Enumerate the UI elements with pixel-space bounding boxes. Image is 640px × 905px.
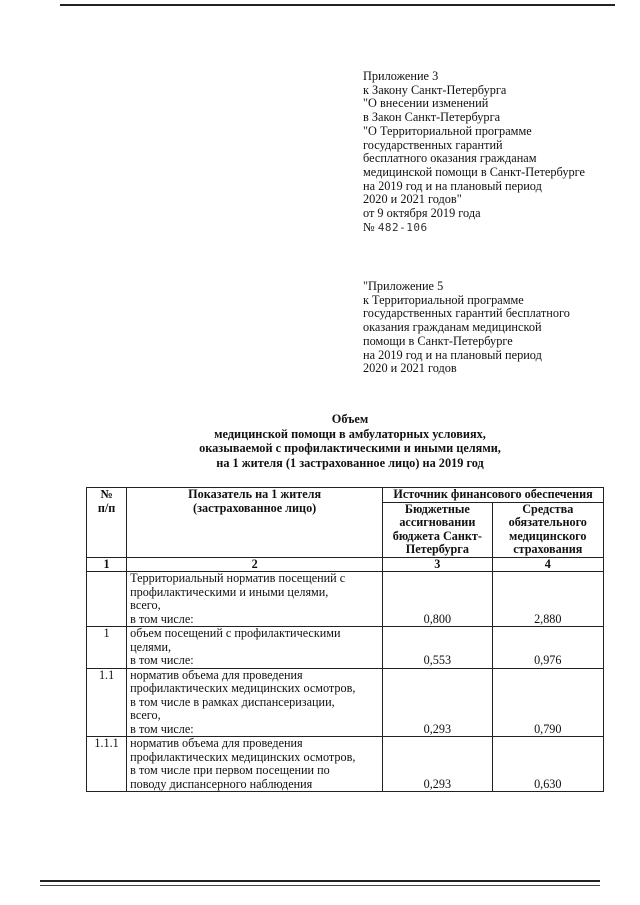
annex3-line: государственных гарантий: [363, 137, 503, 152]
row-oms-value: 2,880: [492, 572, 603, 627]
row-label: объем посещений с профилактическими целями, в том числе:: [127, 627, 383, 669]
col-index-1: 1: [87, 557, 127, 572]
annex5-block: [363, 280, 570, 376]
header-num: № п/п: [87, 488, 127, 558]
annex3-line: на 2019 год и на плановый период: [363, 178, 542, 193]
annex3-line: к Закону Санкт-Петербурга: [363, 82, 507, 97]
row-num: 1.1.1: [87, 737, 127, 792]
title-line: на 1 жителя (1 застрахованное лицо) на 2019 год: [216, 455, 484, 470]
annex5-line: 2020 и 2021 годов: [363, 361, 457, 376]
col-index-2: 2: [127, 557, 383, 572]
bottom-border-line: [40, 880, 600, 882]
law-number-value: 482-106: [377, 220, 428, 234]
title-line: медицинской помощи в амбулаторных условиях,: [214, 426, 486, 441]
row-label: Территориальный норматив посещений с профилактическими и иными целями, всего, в том числе:: [127, 572, 383, 627]
annex3-line: 2020 и 2021 годов": [363, 192, 462, 207]
title-line: оказываемой с профилактическими и иными целями,: [199, 441, 501, 455]
row-num: 1: [87, 627, 127, 669]
row-oms-value: 0,976: [492, 627, 603, 669]
table-row: [87, 668, 604, 737]
table-row: [87, 572, 604, 627]
annex5-line: "Приложение 5: [363, 279, 444, 293]
annex3-line: от 9 октября 2019 года: [363, 206, 481, 221]
annex3-line: медицинской помощи в Санкт-Петербурге: [363, 164, 585, 179]
law-number-prefix: №: [363, 219, 375, 234]
top-border-line: [60, 4, 615, 6]
annex5-line: государственных гарантий бесплатного: [363, 306, 570, 321]
title-line: Объем: [331, 412, 369, 426]
annex3-line: "О Территориальной программе: [363, 123, 532, 138]
annex5-line: помощи в Санкт-Петербурге: [363, 333, 513, 348]
row-oms-value: 0,630: [492, 737, 603, 792]
row-budget-value: 0,553: [383, 627, 492, 669]
row-label: норматив объема для проведения профилактических медицинских осмотров, в том числе при первом посещении по поводу диспансерного наблюдения: [127, 737, 383, 792]
annex3-line: "О внесении изменений: [363, 96, 489, 111]
header-oms: Средства обязательного медицинского страхования: [492, 502, 603, 557]
table-row: [87, 737, 604, 792]
header-budget: Бюджетные ассигновании бюджета Санкт- Петербурга: [383, 502, 492, 557]
row-label: норматив объема для проведения профилактических медицинских осмотров, в том числе в рамках диспансеризации, всего, в том числе:: [127, 668, 383, 737]
col-index-4: 4: [492, 557, 603, 572]
table-row: [87, 627, 604, 669]
annex3-line: в Закон Санкт-Петербурга: [363, 110, 501, 125]
annex3-block: [363, 70, 585, 234]
annex5-line: к Территориальной программе: [363, 292, 524, 307]
row-num: [87, 572, 127, 627]
header-source: Источник финансового обеспечения: [383, 488, 604, 503]
header-indicator: Показатель на 1 жителя (застрахованное лицо): [127, 488, 383, 558]
row-budget-value: 0,800: [383, 572, 492, 627]
bottom-border-line-thin: [40, 885, 600, 886]
volume-table: [86, 487, 604, 792]
row-budget-value: 0,293: [383, 737, 492, 792]
law-number: [363, 221, 585, 235]
annex5-line: на 2019 год и на плановый период: [363, 347, 542, 362]
document-title: [160, 412, 540, 470]
annex3-line: Приложение 3: [363, 69, 439, 83]
col-index-3: 3: [383, 557, 492, 572]
row-budget-value: 0,293: [383, 668, 492, 737]
row-oms-value: 0,790: [492, 668, 603, 737]
row-num: 1.1: [87, 668, 127, 737]
annex5-line: оказания гражданам медицинской: [363, 320, 542, 335]
annex3-line: бесплатного оказания гражданам: [363, 151, 537, 166]
